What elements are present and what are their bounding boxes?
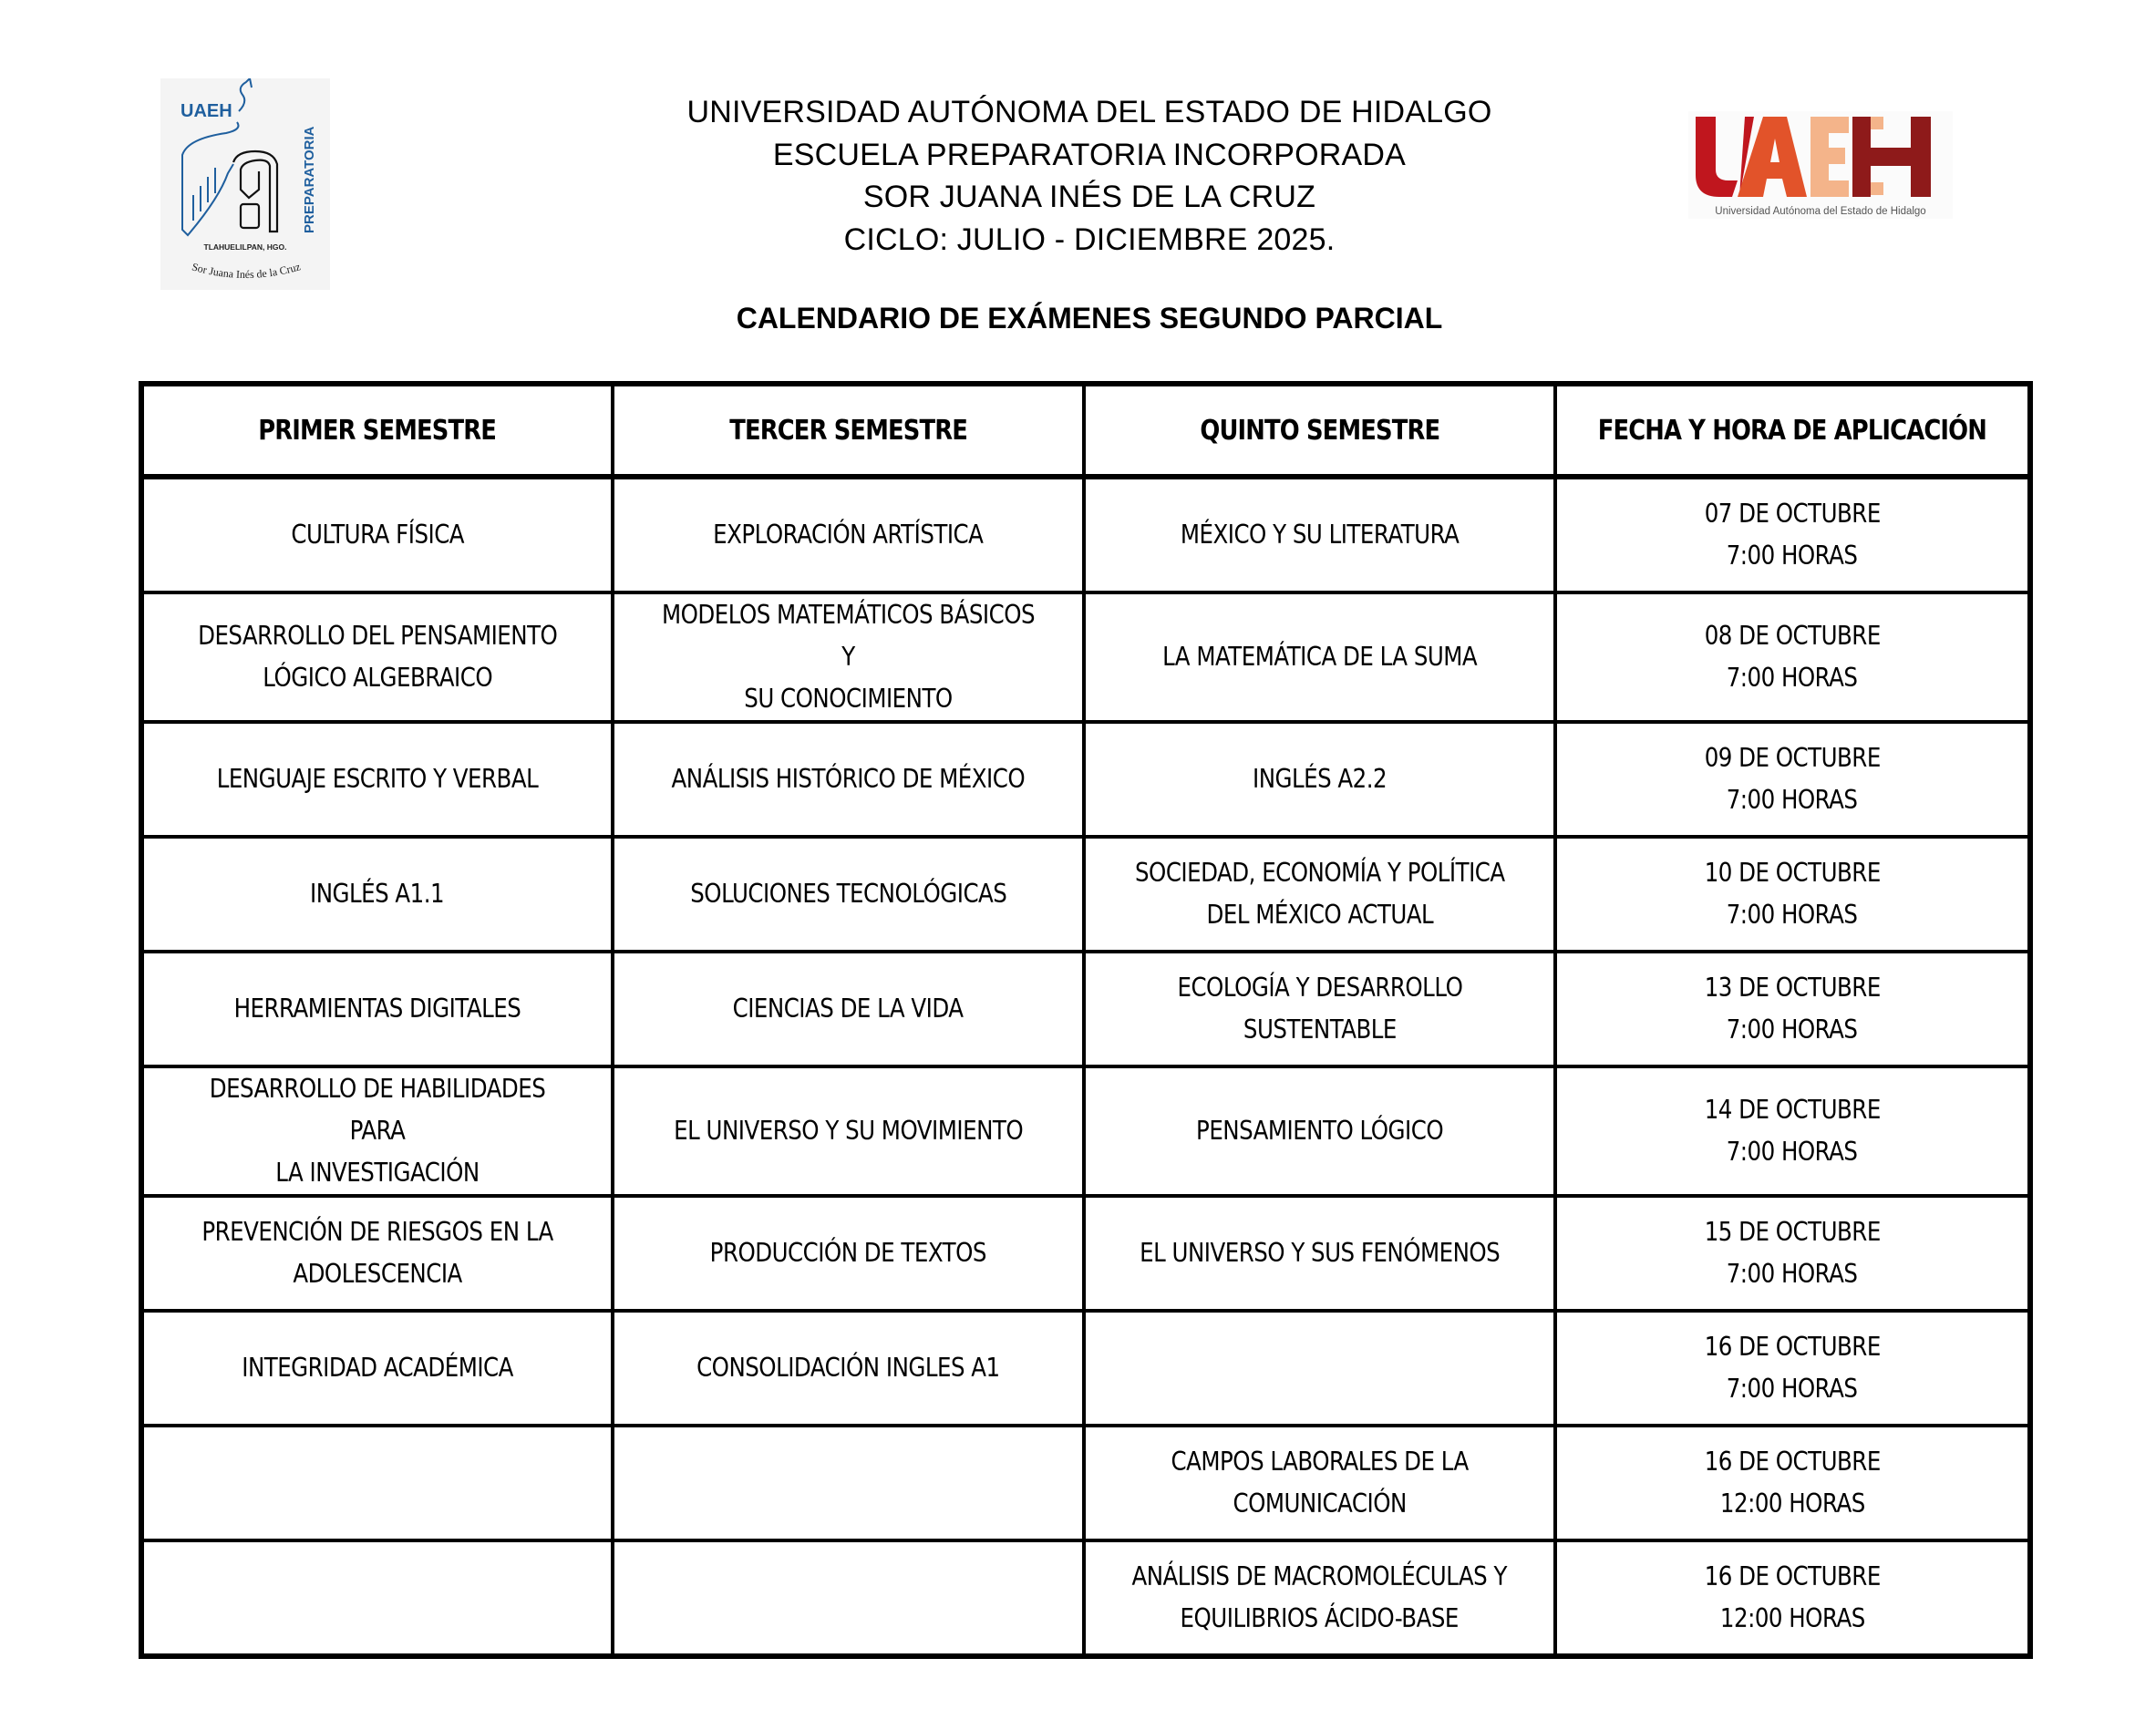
exam-time: 7:00 HORAS — [1727, 1137, 1858, 1167]
document-title: CALENDARIO DE EXÁMENES SEGUNDO PARCIAL — [736, 302, 1443, 335]
cell-fecha-hora — [1555, 1066, 2030, 1196]
cell-tercer-semestre: PRODUCCIÓN DE TEXTOS — [613, 1196, 1084, 1311]
exam-date: 16 DE OCTUBRE — [1704, 1561, 1881, 1591]
header-university: UNIVERSIDAD AUTÓNOMA DEL ESTADO DE HIDALGO — [686, 95, 1492, 129]
logo-location: TLAHUELILPAN, HGO. — [203, 242, 287, 252]
cell-quinto-semestre: LA MATEMÁTICA DE LA SUMA — [1084, 592, 1555, 722]
exam-date: 13 DE OCTUBRE — [1704, 973, 1881, 1003]
exam-date: 09 DE OCTUBRE — [1704, 743, 1881, 773]
cell-quinto-semestre: SOCIEDAD, ECONOMÍA Y POLÍTICA DEL MÉXICO ACTUAL — [1084, 837, 1555, 952]
logo-h-notch-bottom — [1871, 182, 1883, 195]
cell-primer-semestre: CULTURA FÍSICA — [141, 477, 613, 592]
cell-primer-semestre — [141, 1540, 613, 1656]
exam-time: 7:00 HORAS — [1727, 1374, 1858, 1404]
logo-script-text: Sor Juana Inés de la Cruz — [190, 260, 303, 282]
table-row — [141, 837, 2030, 952]
uaeh-logo — [1688, 111, 1953, 219]
logo-letter-e — [1810, 117, 1849, 197]
cell-quinto-semestre: EL UNIVERSO Y SUS FENÓMENOS — [1084, 1196, 1555, 1311]
table-row — [141, 477, 2030, 592]
logo-caption: Universidad Autónoma del Estado de Hidalgo — [1715, 206, 1926, 217]
cell-primer-semestre: INGLÉS A1.1 — [141, 837, 613, 952]
cell-primer-semestre: INTEGRIDAD ACADÉMICA — [141, 1311, 613, 1426]
column-header-fecha-hora: FECHA Y HORA DE APLICACIÓN — [1555, 384, 2030, 477]
preparatoria-logo — [160, 78, 330, 290]
table-row — [141, 1066, 2030, 1196]
exam-time: 7:00 HORAS — [1727, 1014, 1858, 1045]
cell-primer-semestre: DESARROLLO DEL PENSAMIENTO LÓGICO ALGEBRAICO — [141, 592, 613, 722]
column-header-tercer-semestre: TERCER SEMESTRE — [613, 384, 1084, 477]
table-row — [141, 592, 2030, 722]
table-row — [141, 1540, 2030, 1656]
table-row — [141, 1196, 2030, 1311]
exam-date: 16 DE OCTUBRE — [1704, 1447, 1881, 1477]
cell-primer-semestre: LENGUAJE ESCRITO Y VERBAL — [141, 722, 613, 837]
column-header-primer-semestre: PRIMER SEMESTRE — [141, 384, 613, 477]
exam-date: 14 DE OCTUBRE — [1704, 1095, 1881, 1125]
table-row — [141, 952, 2030, 1066]
logo-h-notch-top — [1871, 117, 1883, 129]
table-row — [141, 722, 2030, 837]
cell-tercer-semestre — [613, 1540, 1084, 1656]
cell-quinto-semestre: INGLÉS A2.2 — [1084, 722, 1555, 837]
table-row — [141, 1426, 2030, 1540]
header-school-name: SOR JUANA INÉS DE LA CRUZ — [862, 180, 1316, 214]
exam-time: 7:00 HORAS — [1727, 785, 1858, 815]
column-header-quinto-semestre: QUINTO SEMESTRE — [1084, 384, 1555, 477]
exam-time: 12:00 HORAS — [1719, 1488, 1865, 1519]
table-body — [141, 477, 2030, 1656]
table-row — [141, 1311, 2030, 1426]
cell-fecha-hora — [1555, 592, 2030, 722]
exam-time: 7:00 HORAS — [1727, 1259, 1858, 1289]
exam-date: 16 DE OCTUBRE — [1704, 1332, 1881, 1362]
cell-primer-semestre: PREVENCIÓN DE RIESGOS EN LA ADOLESCENCIA — [141, 1196, 613, 1311]
cell-tercer-semestre: EL UNIVERSO Y SU MOVIMIENTO — [613, 1066, 1084, 1196]
exam-time: 7:00 HORAS — [1727, 541, 1858, 571]
logo-acronym: UAEH — [181, 101, 232, 121]
cell-fecha-hora — [1555, 1196, 2030, 1311]
exam-time: 7:00 HORAS — [1727, 900, 1858, 930]
cell-quinto-semestre — [1084, 1311, 1555, 1426]
cell-tercer-semestre: EXPLORACIÓN ARTÍSTICA — [613, 477, 1084, 592]
table-header-row — [141, 384, 2030, 477]
cell-quinto-semestre: PENSAMIENTO LÓGICO — [1084, 1066, 1555, 1196]
logo-letter-u — [1696, 117, 1738, 197]
logo-vertical-label: PREPARATORIA — [302, 126, 317, 233]
cell-fecha-hora — [1555, 477, 2030, 592]
cell-primer-semestre — [141, 1426, 613, 1540]
cell-primer-semestre: HERRAMIENTAS DIGITALES — [141, 952, 613, 1066]
cell-primer-semestre: DESARROLLO DE HABILIDADES PARA LA INVESTIGACIÓN — [141, 1066, 613, 1196]
cell-fecha-hora — [1555, 722, 2030, 837]
cell-fecha-hora — [1555, 1311, 2030, 1426]
cell-tercer-semestre: CONSOLIDACIÓN INGLES A1 — [613, 1311, 1084, 1426]
exam-date: 10 DE OCTUBRE — [1704, 858, 1881, 888]
cell-fecha-hora — [1555, 1540, 2030, 1656]
exam-date: 15 DE OCTUBRE — [1704, 1217, 1881, 1247]
cell-quinto-semestre: ECOLOGÍA Y DESARROLLO SUSTENTABLE — [1084, 952, 1555, 1066]
cell-quinto-semestre: ANÁLISIS DE MACROMOLÉCULAS Y EQUILIBRIOS ÁCIDO-BASE — [1084, 1540, 1555, 1656]
header-cycle: CICLO: JULIO - DICIEMBRE 2025. — [843, 221, 1336, 257]
cell-fecha-hora — [1555, 952, 2030, 1066]
cell-tercer-semestre: CIENCIAS DE LA VIDA — [613, 952, 1084, 1066]
cell-tercer-semestre — [613, 1426, 1084, 1540]
exam-schedule-table — [139, 381, 2033, 1659]
cell-quinto-semestre: CAMPOS LABORALES DE LA COMUNICACIÓN — [1084, 1426, 1555, 1540]
institution-header — [547, 91, 1632, 261]
exam-date: 08 DE OCTUBRE — [1704, 621, 1881, 651]
cell-fecha-hora — [1555, 837, 2030, 952]
header-school: ESCUELA PREPARATORIA INCORPORADA — [772, 137, 1407, 172]
logo-letter-h — [1852, 117, 1931, 197]
exam-time: 12:00 HORAS — [1719, 1603, 1865, 1633]
exam-time: 7:00 HORAS — [1727, 663, 1858, 693]
cell-tercer-semestre: SOLUCIONES TECNOLÓGICAS — [613, 837, 1084, 952]
cell-fecha-hora — [1555, 1426, 2030, 1540]
cell-tercer-semestre: MODELOS MATEMÁTICOS BÁSICOS Y SU CONOCIMIENTO — [613, 592, 1084, 722]
cell-quinto-semestre: MÉXICO Y SU LITERATURA — [1084, 477, 1555, 592]
exam-date: 07 DE OCTUBRE — [1704, 499, 1881, 529]
cell-tercer-semestre: ANÁLISIS HISTÓRICO DE MÉXICO — [613, 722, 1084, 837]
